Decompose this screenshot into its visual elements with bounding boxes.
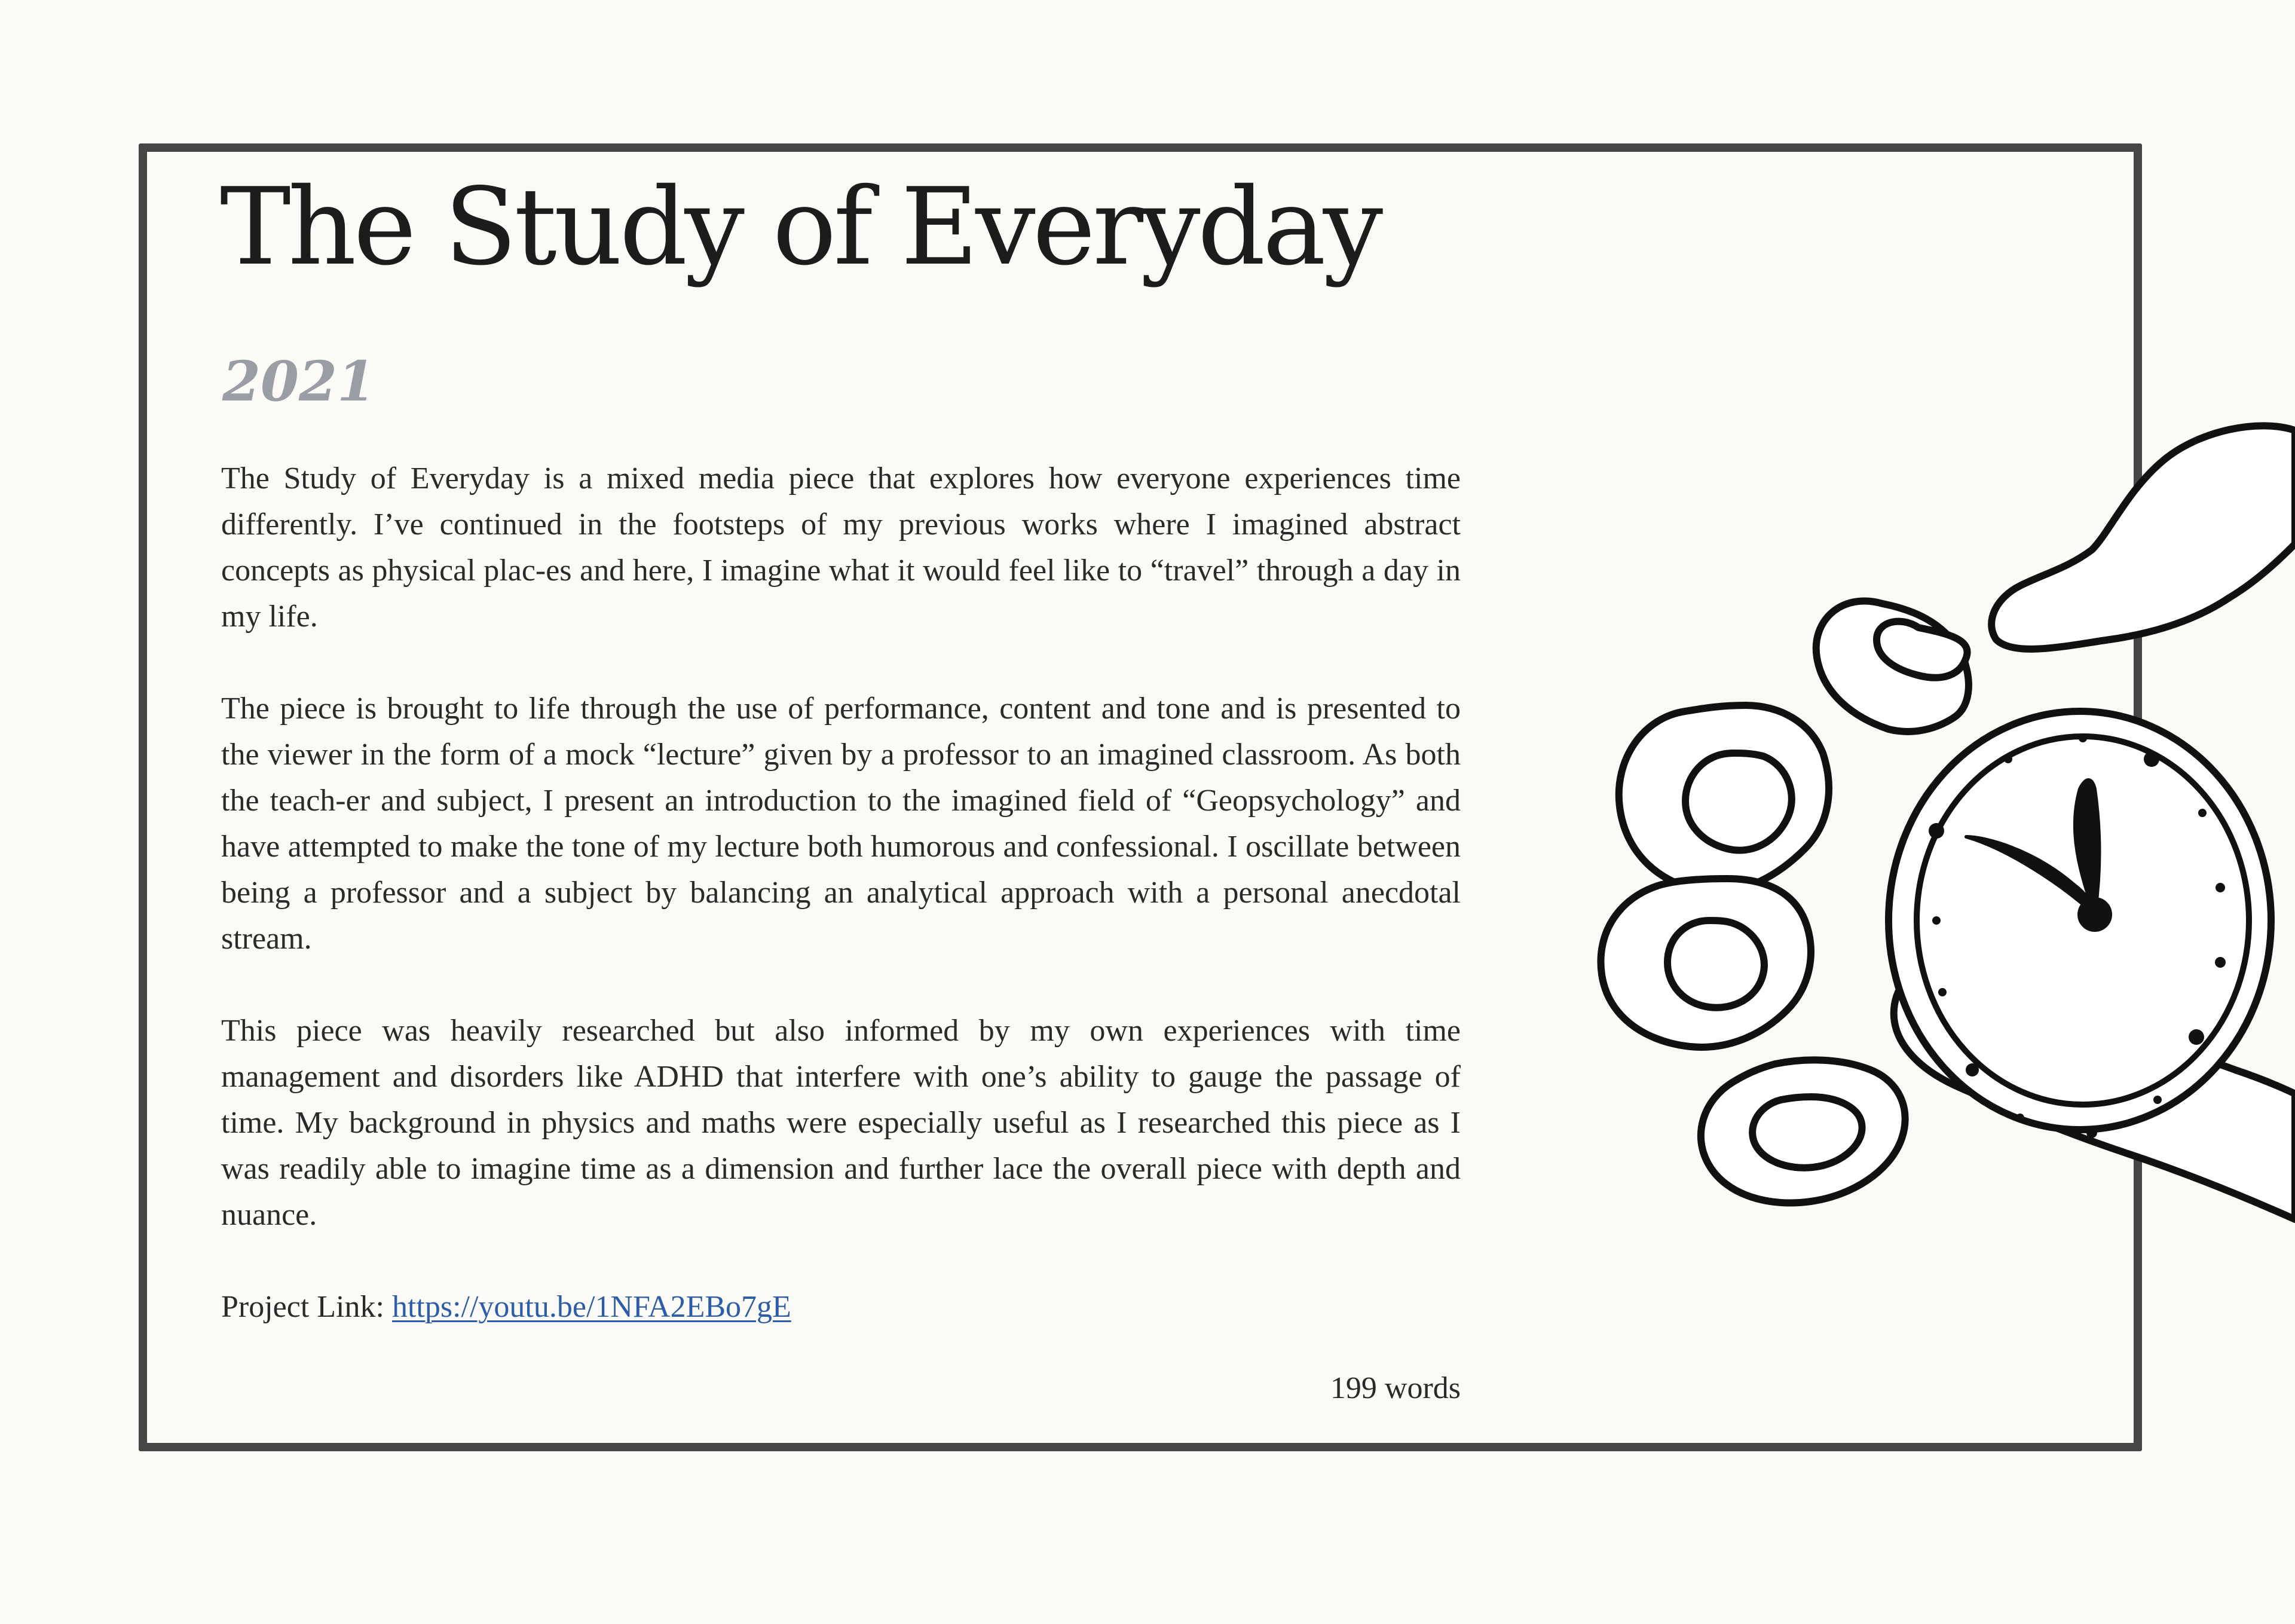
project-link-label: Project Link: — [221, 1290, 384, 1324]
paragraph-2: The piece is brought to life through the use of performance, content and tone and is presented to the viewer in the form of a mock “lecture” given by a professor to an imagined classroom. As both the teach-er and subject, I present an introduction to the imagined field of “Geopsychology” and have attempted to make the tone of my lecture both humorous and confessional. I oscillate between being a professor and a subject by balancing an analytical approach with a personal anecdotal stream. — [221, 692, 1461, 956]
paragraph-1: The Study of Everyday is a mixed media piece that explores how everyone experiences time differently. I’ve continued in the footsteps of my previous works where I imagined abstract concepts as physical plac-es and here, I imagine what it would feel like to “travel” through a day in my life. — [221, 461, 1461, 634]
year-label: 2021 — [222, 349, 376, 414]
description-body — [221, 455, 1461, 1376]
word-count: 199 words — [1330, 1371, 1461, 1405]
project-link[interactable]: https://youtu.be/1NFA2EBo7gE — [391, 1290, 791, 1324]
project-link-row — [221, 1284, 1461, 1330]
page-title: The Study of Everyday — [220, 165, 1381, 289]
hand-holding-clock-icon — [1554, 394, 2295, 1446]
paragraph-3: This piece was heavily researched but also informed by my own experiences with time management and disorders like ADHD that interfere with one’s ability to gauge the passage of time. My background in physics and maths were especially useful as I researched this piece as I was readily able to imagine time as a dimension and further lace the overall piece with depth and nuance. — [221, 1014, 1461, 1232]
